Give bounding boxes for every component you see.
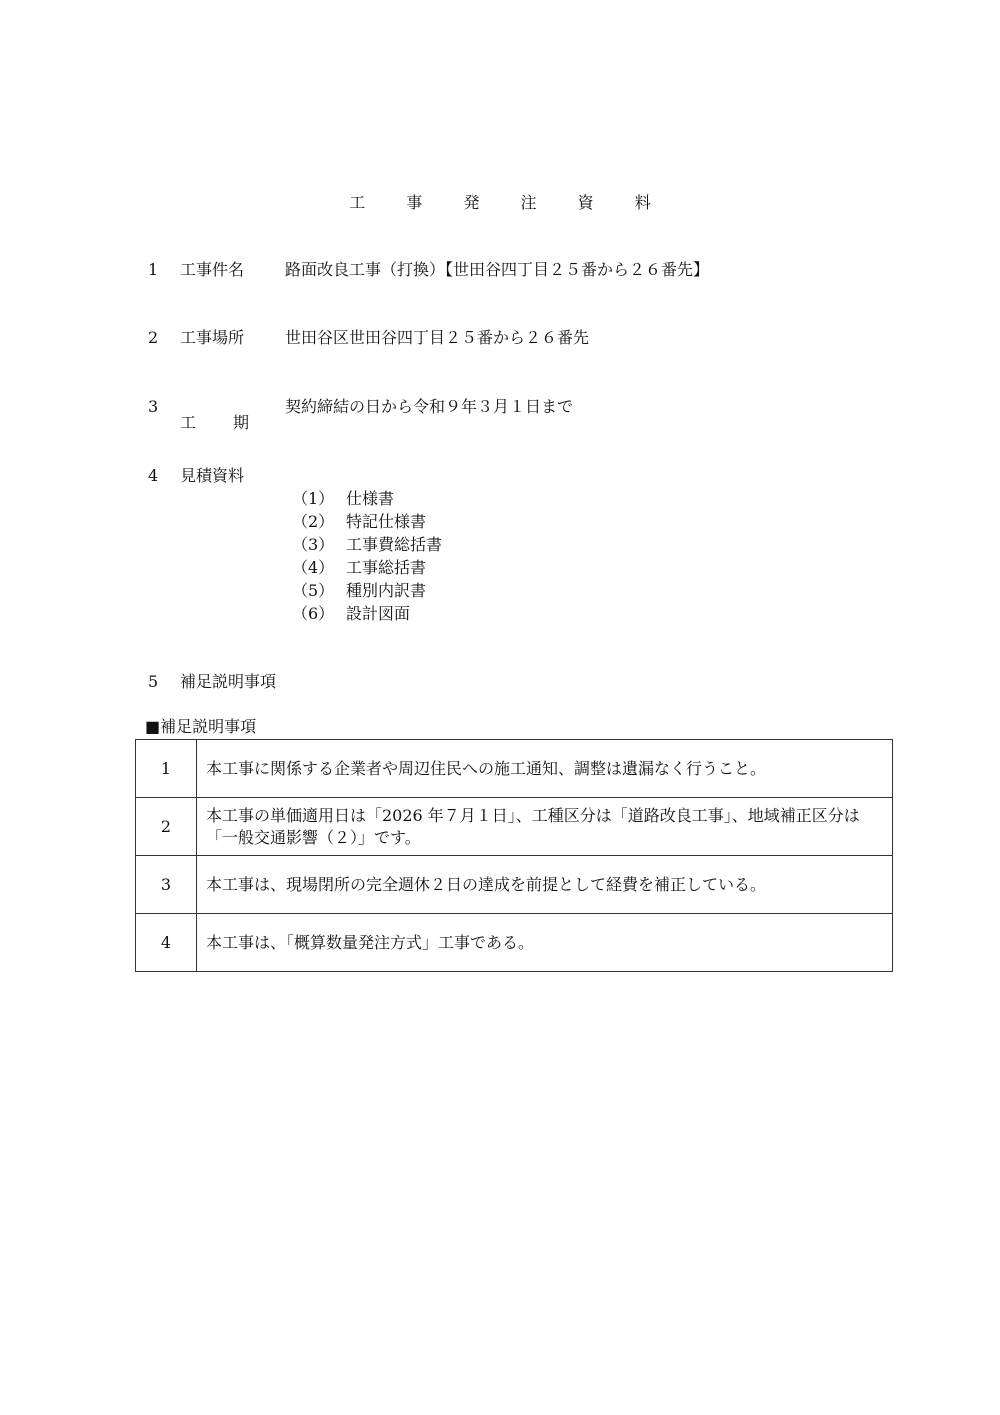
table-row [136, 856, 893, 914]
title-char: 料 [634, 193, 651, 212]
section-number: 5 [148, 672, 159, 691]
list-item-label: 仕様書 [346, 489, 395, 508]
list-item-number: （5） [292, 581, 335, 600]
list-item [292, 487, 442, 510]
list-item-label: 工事総括書 [346, 558, 427, 577]
list-item-number: （1） [292, 489, 335, 508]
section-label: 補足説明事項 [180, 672, 277, 691]
table-cell-number: 4 [136, 914, 197, 972]
title-char: 発 [463, 193, 480, 212]
section-label [180, 396, 250, 432]
section-number: 1 [148, 260, 159, 279]
list-item-label: 特記仕様書 [346, 512, 427, 531]
table-row [136, 798, 893, 856]
title-char: 注 [520, 193, 537, 212]
document-title [0, 190, 1000, 213]
notes-table [135, 739, 893, 972]
section-number: 2 [148, 328, 159, 347]
table-cell-text: 本工事は、「概算数量発注方式」工事である。 [197, 914, 893, 972]
table-cell-text: 本工事の単価適用日は「2026 年７月１日」、工種区分は「道路改良工事」、地域補正区分は「一般交通影響（２）」です。 [197, 798, 893, 856]
list-item-label: 設計図面 [346, 604, 411, 623]
title-char: 資 [577, 193, 594, 212]
title-char: 事 [406, 193, 423, 212]
section-value: 世田谷区世田谷四丁目２５番から２６番先 [285, 328, 590, 347]
table-row [136, 740, 893, 798]
table-cell-text: 本工事は、現場閉所の完全週休２日の達成を前提として経費を補正している。 [197, 856, 893, 914]
table-cell-number: 1 [136, 740, 197, 798]
list-item [292, 602, 442, 625]
list-item-number: （6） [292, 604, 335, 623]
list-item-number: （3） [292, 535, 335, 554]
list-item [292, 533, 442, 556]
section-number: 3 [148, 397, 159, 416]
estimate-docs-list [292, 487, 442, 625]
section-label: 工事場所 [180, 328, 245, 347]
table-row [136, 914, 893, 972]
section-value: 路面改良工事（打換）【世田谷四丁目２５番から２６番先】 [285, 260, 710, 279]
table-cell-number: 2 [136, 798, 197, 856]
list-item-number: （4） [292, 558, 335, 577]
title-char: 工 [349, 193, 366, 212]
list-item-label: 種別内訳書 [346, 581, 427, 600]
section-value: 契約締結の日から令和９年３月１日まで [285, 397, 574, 416]
list-item-label: 工事費総括書 [346, 535, 443, 554]
section-label-char: 期 [233, 413, 250, 432]
table-caption: ■補足説明事項 [145, 717, 257, 736]
section-label: 工事件名 [180, 260, 245, 279]
section-number: 4 [148, 466, 159, 485]
section-label: 見積資料 [180, 466, 245, 485]
list-item [292, 556, 442, 579]
list-item-number: （2） [292, 512, 335, 531]
list-item [292, 510, 442, 533]
list-item [292, 579, 442, 602]
table-cell-number: 3 [136, 856, 197, 914]
table-cell-text: 本工事に関係する企業者や周辺住民への施工通知、調整は遺漏なく行うこと。 [197, 740, 893, 798]
section-label-char: 工 [180, 413, 197, 432]
